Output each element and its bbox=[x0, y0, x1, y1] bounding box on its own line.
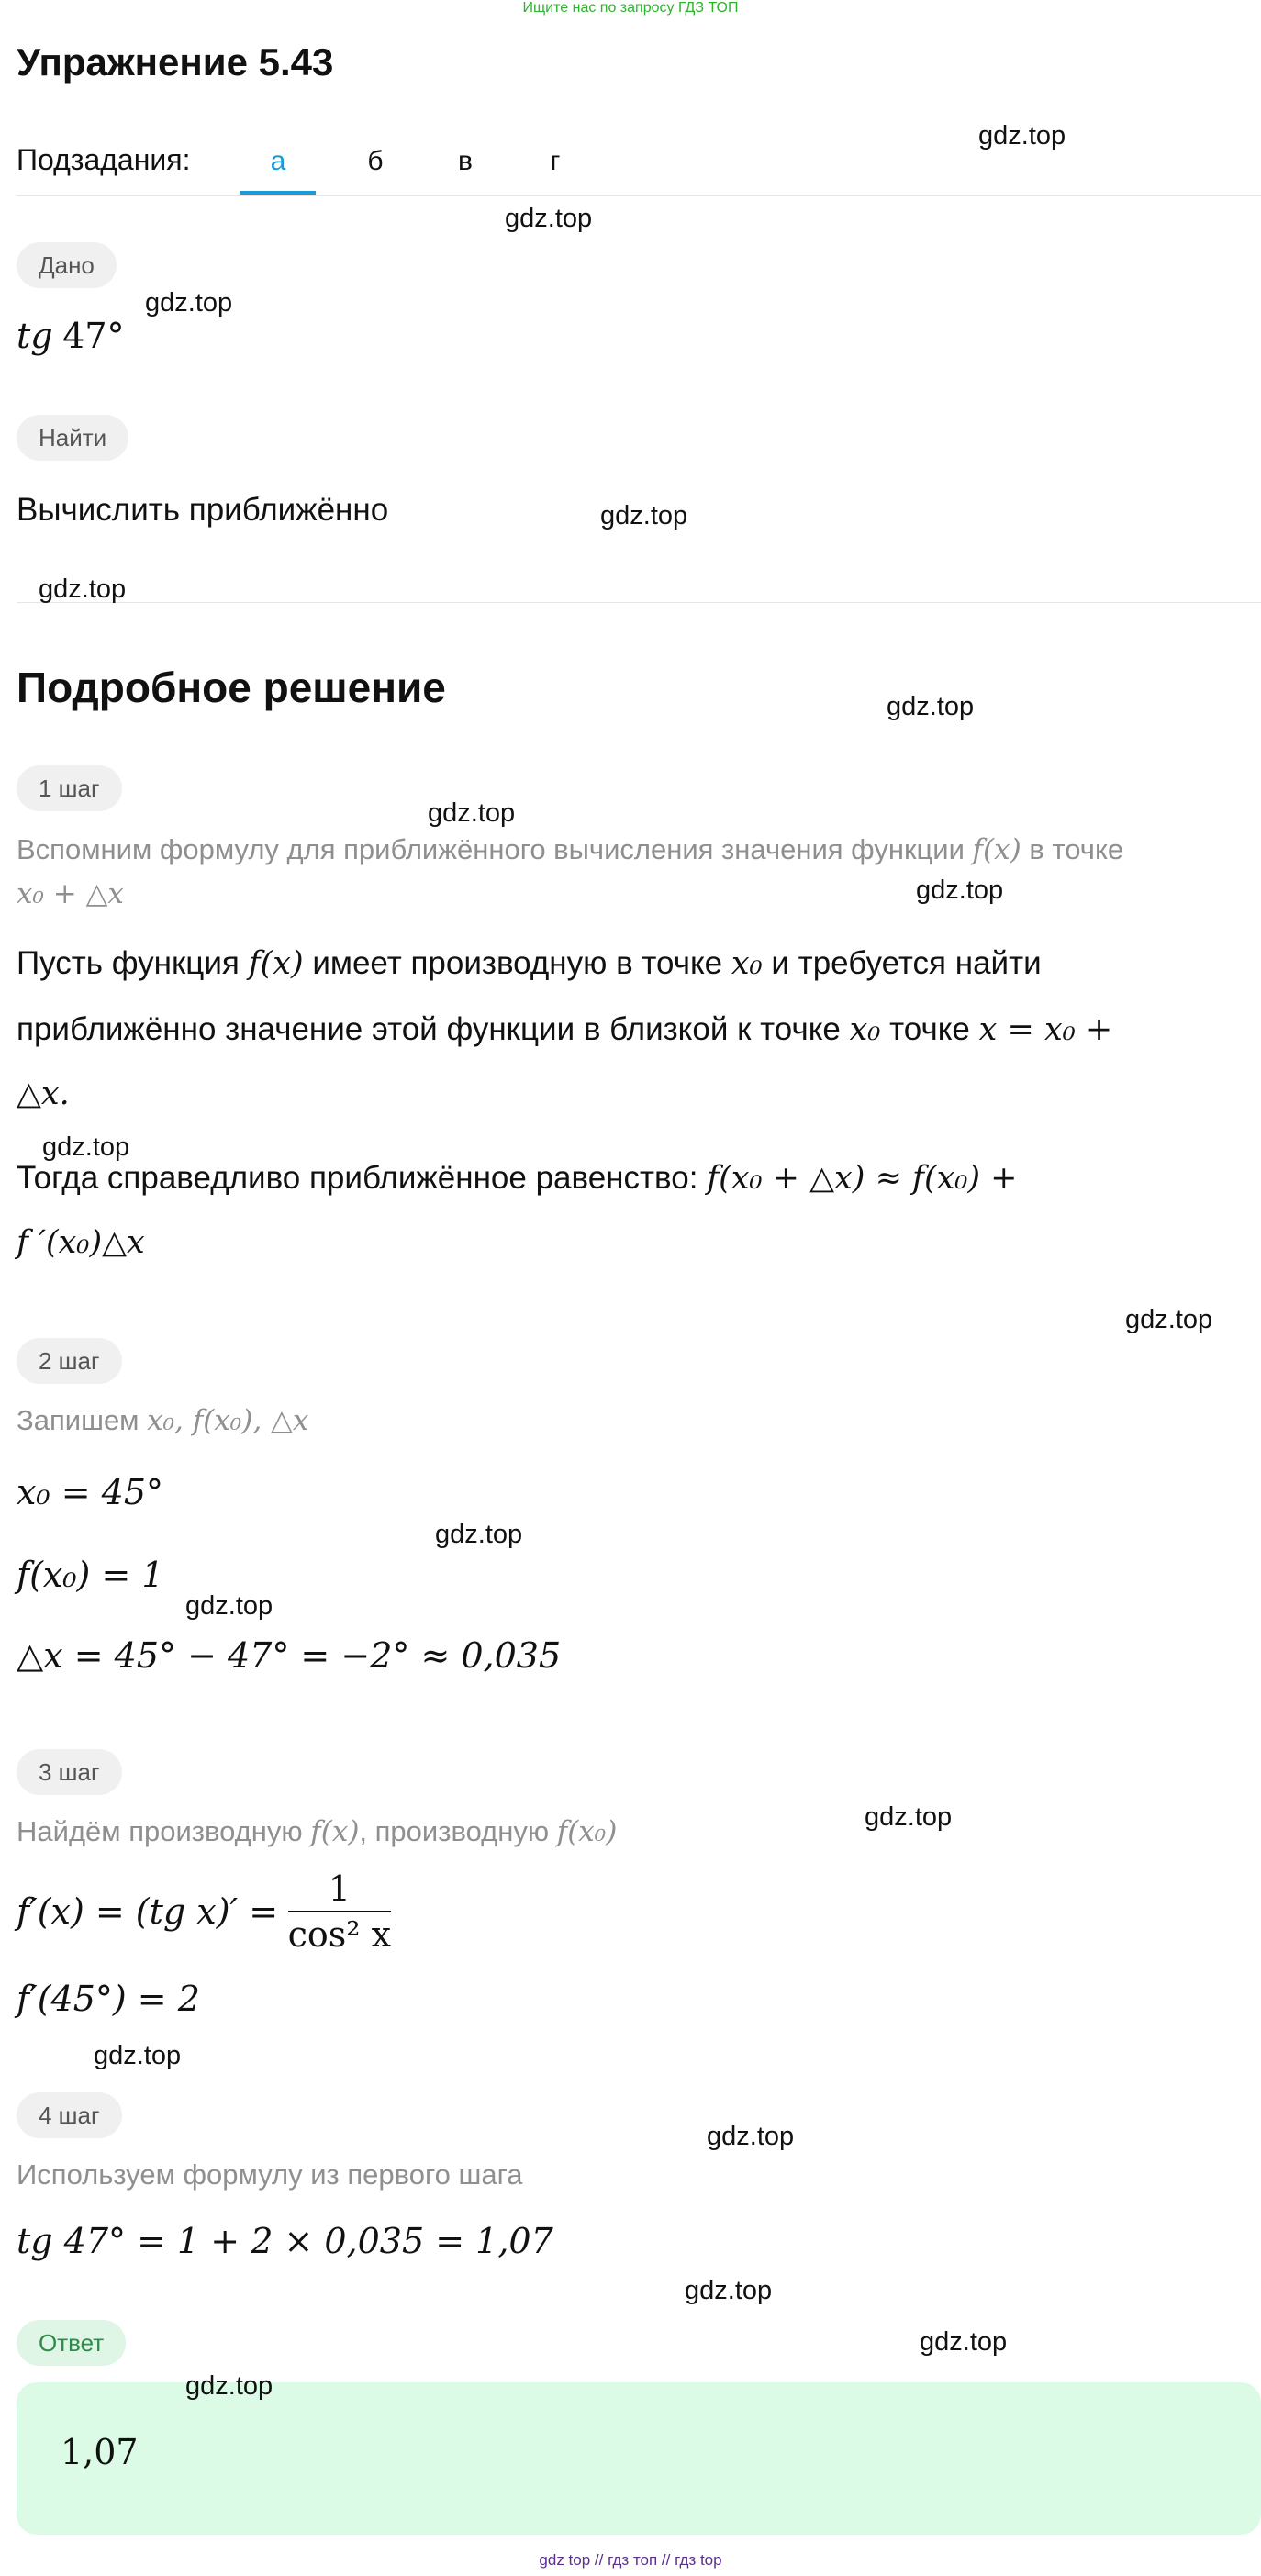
step3-line1-lhs: f′(x) = (tg x)′ = bbox=[17, 1891, 279, 1932]
watermark: gdz.top bbox=[145, 288, 233, 318]
watermark: gdz.top bbox=[1125, 1305, 1213, 1334]
step2-line2: f(x₀) = 1 bbox=[17, 1555, 164, 1595]
step2-hint-math: x₀, f(x₀), △x bbox=[147, 1404, 309, 1437]
watermark: gdz.top bbox=[978, 121, 1066, 151]
tab-a[interactable]: а bbox=[240, 136, 316, 195]
watermark: gdz.top bbox=[39, 574, 127, 604]
tab-g[interactable]: г bbox=[550, 146, 561, 176]
watermark: gdz.top bbox=[685, 2276, 773, 2305]
step1-p1-b: имеет производную в точке bbox=[312, 945, 723, 981]
given-badge: Дано bbox=[17, 242, 117, 288]
step2-badge: 2 шаг bbox=[17, 1338, 122, 1384]
step1-para-line4 bbox=[17, 1160, 1018, 1197]
step3-badge: 3 шаг bbox=[17, 1749, 122, 1795]
watermark: gdz.top bbox=[920, 2327, 1008, 2357]
step1-p2-b: точке bbox=[889, 1011, 970, 1047]
step1-p2-a: приближённо значение этой функции в близкой к точке bbox=[17, 1011, 841, 1047]
watermark: gdz.top bbox=[42, 1132, 130, 1162]
step1-badge: 1 шаг bbox=[17, 765, 122, 811]
watermark: gdz.top bbox=[865, 1802, 953, 1832]
step1-p4-eq: f(x₀ + △x) ≈ f(x₀) + bbox=[707, 1160, 1018, 1197]
step1-p1-c: и требуется найти bbox=[771, 945, 1042, 981]
given-fn: tg bbox=[17, 316, 53, 356]
step3-frac-den: cos² x bbox=[287, 1914, 392, 1955]
step1-hint-a: Вспомним формулу для приближённого вычисления значения функции bbox=[17, 833, 965, 865]
step1-para-line3: △x. bbox=[17, 1076, 70, 1112]
bottom-links[interactable]: gdz top // гдз топ // гдз top bbox=[539, 2551, 722, 2569]
find-badge: Найти bbox=[17, 415, 128, 461]
given-expression bbox=[17, 316, 125, 357]
answer-value: 1,07 bbox=[61, 2432, 139, 2472]
step3-line2: f′(45°) = 2 bbox=[17, 1979, 200, 2019]
tab-v[interactable]: в bbox=[458, 146, 473, 176]
step3-frac-num: 1 bbox=[288, 1868, 391, 1912]
step2-line3: △x = 45° − 47° = −2° ≈ 0,035 bbox=[17, 1635, 562, 1676]
step3-line1 bbox=[17, 1868, 391, 1955]
watermark: gdz.top bbox=[707, 2122, 795, 2151]
step1-para-line1 bbox=[17, 945, 1042, 982]
step1-hint-fx: f(x) bbox=[972, 833, 1021, 866]
step1-p4-a: Тогда справедливо приближённое равенство: bbox=[17, 1160, 698, 1196]
watermark: gdz.top bbox=[600, 501, 688, 530]
tab-b[interactable]: б bbox=[367, 146, 384, 176]
step3-hint-fx0: f(x₀) bbox=[556, 1815, 618, 1848]
watermark: gdz.top bbox=[916, 875, 1004, 905]
section-divider bbox=[17, 602, 1261, 603]
step3-hint-fx: f(x) bbox=[310, 1815, 360, 1848]
step1-para-line5: f ′(x₀)△x bbox=[17, 1224, 145, 1261]
step3-hint-a: Найдём производную bbox=[17, 1815, 303, 1847]
watermark: gdz.top bbox=[435, 1520, 523, 1549]
watermark: gdz.top bbox=[505, 204, 593, 233]
step3-fraction bbox=[288, 1868, 391, 1955]
watermark: gdz.top bbox=[94, 2041, 182, 2070]
step2-line1: x₀ = 45° bbox=[17, 1472, 164, 1512]
subtask-tabs bbox=[240, 136, 600, 195]
watermark: gdz.top bbox=[185, 1591, 273, 1621]
watermark: gdz.top bbox=[185, 2371, 273, 2401]
solution-title: Подробное решение bbox=[17, 664, 446, 711]
step1-p2-x0: x₀ bbox=[849, 1011, 881, 1048]
given-val: 47° bbox=[62, 316, 125, 356]
subtasks-label: Подзадания: bbox=[17, 143, 191, 176]
step4-hint: Используем формулу из первого шага bbox=[17, 2158, 523, 2191]
step1-p1-x0: x₀ bbox=[731, 945, 763, 982]
step3-hint bbox=[17, 1815, 617, 1848]
step1-hint-b: в точке bbox=[1029, 833, 1124, 865]
tabs-underline bbox=[17, 195, 1261, 196]
answer-badge: Ответ bbox=[17, 2320, 126, 2366]
step1-p1-fx: f(x) bbox=[248, 945, 304, 982]
step2-hint bbox=[17, 1404, 308, 1437]
answer-box bbox=[17, 2382, 1261, 2535]
step4-badge: 4 шаг bbox=[17, 2092, 122, 2138]
watermark: gdz.top bbox=[428, 798, 516, 828]
step1-p1-a: Пусть функция bbox=[17, 945, 240, 981]
step1-hint-point: x₀ + △x bbox=[17, 877, 124, 910]
watermark: gdz.top bbox=[887, 692, 975, 721]
step1-para-line2 bbox=[17, 1011, 1112, 1048]
step4-line1: tg 47° = 1 + 2 × 0,035 = 1,07 bbox=[17, 2221, 553, 2261]
step1-p2-eq: x = x₀ + bbox=[978, 1011, 1113, 1048]
top-banner: Ищите нас по запросу ГДЗ ТОП bbox=[522, 0, 739, 16]
step2-hint-text: Запишем bbox=[17, 1404, 139, 1436]
step1-hint bbox=[17, 833, 1123, 866]
page-title: Упражнение 5.43 bbox=[17, 40, 334, 84]
step3-hint-b: , производную bbox=[359, 1815, 550, 1847]
find-text: Вычислить приближённо bbox=[17, 492, 389, 528]
